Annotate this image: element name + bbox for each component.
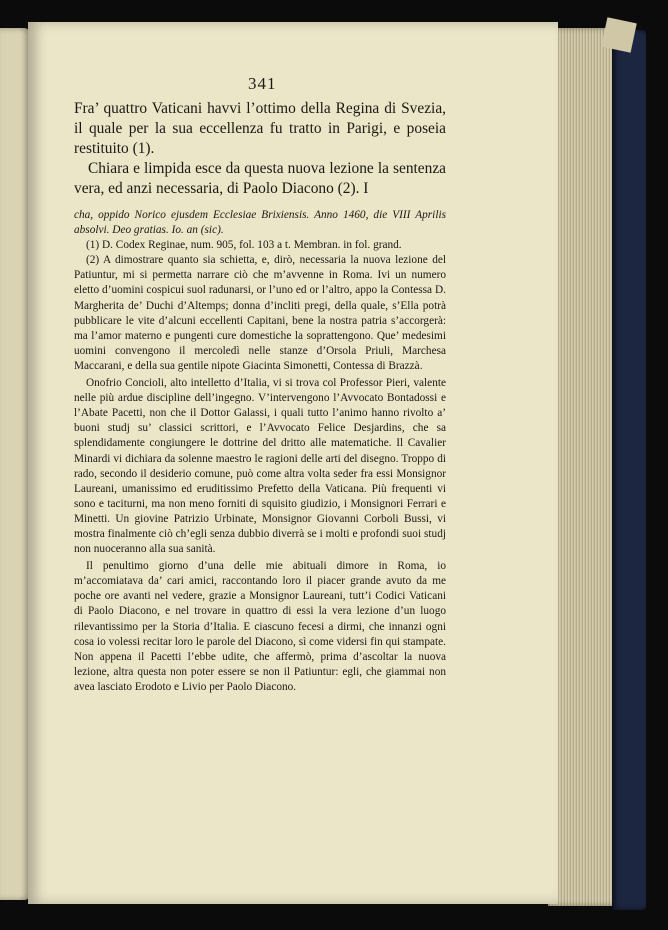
facing-page-edge (0, 28, 30, 900)
body-paragraph: Chiara e limpida esce da questa nuova lezione la sentenza vera, ed anzi necessaria, di Paolo Diacono (2). I (74, 160, 446, 197)
footnote-2-paragraph: Il penultimo giorno d’una delle mie abituali dimore in Roma, io m’accomiatava da’ cari amici, raccontando loro il piacer grande avuto da me poche ore avanti nel vedere, grazie a Monsignor Laureani, tutt’i Codici Vaticani di Paolo Diacono, e nel trovare in quattro di essi la vera lezione d’un luogo rilevantissimo per la Storia d’Italia. E ciascuno fecesi a dirmi, che innanzi ogni cosa io volessi recitar loro le parole del Diacono, sì come vidersi fin qui stampate. Non appena il Pacetti l’ebbe udite, che affermò, prima d’ascoltar la nuova lezione, altra questa non poter essere se non il Patiuntur: egli, che giammai non avea lasciato Erodoto e Livio per Paolo Diacono. (74, 560, 446, 693)
book-cover (612, 30, 646, 910)
footnote-2: (2) A dimostrare quanto sia schietta, e, dirò, necessaria la nuova lezione del Patiuntur, mi si permetta narrare ciò che m’avvenne in Roma. Ivi un numero eletto d’uomini cospicui suol radunarsi, or l’uno ed or l’altro, appo la Contessa D. Margherita de’ Duchi d’Altemps; donna d’incliti pregi, della quale, s’Ella potrà pubblicare le vite d’alcuni eccellenti Capitani, bene la nostra patria s’accorgerà: ma l’amor materno e pungenti cure domestiche la soprattengono. Que’ medesimi uomini convengono il mercoledì nelle stanze d’Orsola Priuli, Marchesa Maccarani, e della sua gentile nipote Giacinta Simonetti, Contessa di Brazzà. (74, 254, 446, 372)
cover-corner (601, 17, 637, 53)
main-text (74, 99, 446, 199)
footnote-2-paragraph: Onofrio Concioli, alto intelletto d’Italia, vi si trova col Professor Pieri, valente nelle più ardue discipline dell’ingegno. V’intervengono l’Avvocato Bontadossi e l’Abate Pacetti, non che il Dottor Galassi, i quali tutto l’animo hanno rivolto a’ buoni studj su’ classici scrittori, e l’Avvocato Felice Desjardins, che sa splendidamente congiungere le dottrine del dritto alle matematiche. Il Cavalier Minardi vi dichiara da solenne maestro le ragioni delle arti del disegno. Troppo di rado, secondo il desiderio comune, può come altra volta seder fra essi Monsignor Laureani, umanissimo ed eruditissimo Prefetto della Vaticana. Più frequenti vi sono e taciturni, ma non meno forniti di squisito giudizio, i Monsignori Ferrari e Minetti. Un giovine Patrizio Urbinate, Monsignor Giovanni Corboli Bussi, vi mostra finalmente ciò ch’egli senza dubbio diverrà se i molti e profondi suoi studj non nuoceranno alla sua sanità. (74, 377, 446, 556)
body-paragraph: Fra’ quattro Vaticani havvi l’ottimo della Regina di Svezia, il quale per la sua eccellenza fu tratto in Parigi, e poseia restituito (1). (74, 100, 446, 157)
footnotes (74, 208, 446, 695)
page-number: 341 (248, 74, 277, 93)
footnote-continuation: cha, oppido Norico ejusdem Ecclesiae Brixiensis. Anno 1460, die VIII Aprilis absolvi. Deo gratias. Io. an (sic). (74, 209, 446, 237)
footnote-1: (1) D. Codex Reginae, num. 905, fol. 103 a t. Membran. in fol. grand. (86, 239, 402, 252)
page-edges (548, 28, 618, 906)
